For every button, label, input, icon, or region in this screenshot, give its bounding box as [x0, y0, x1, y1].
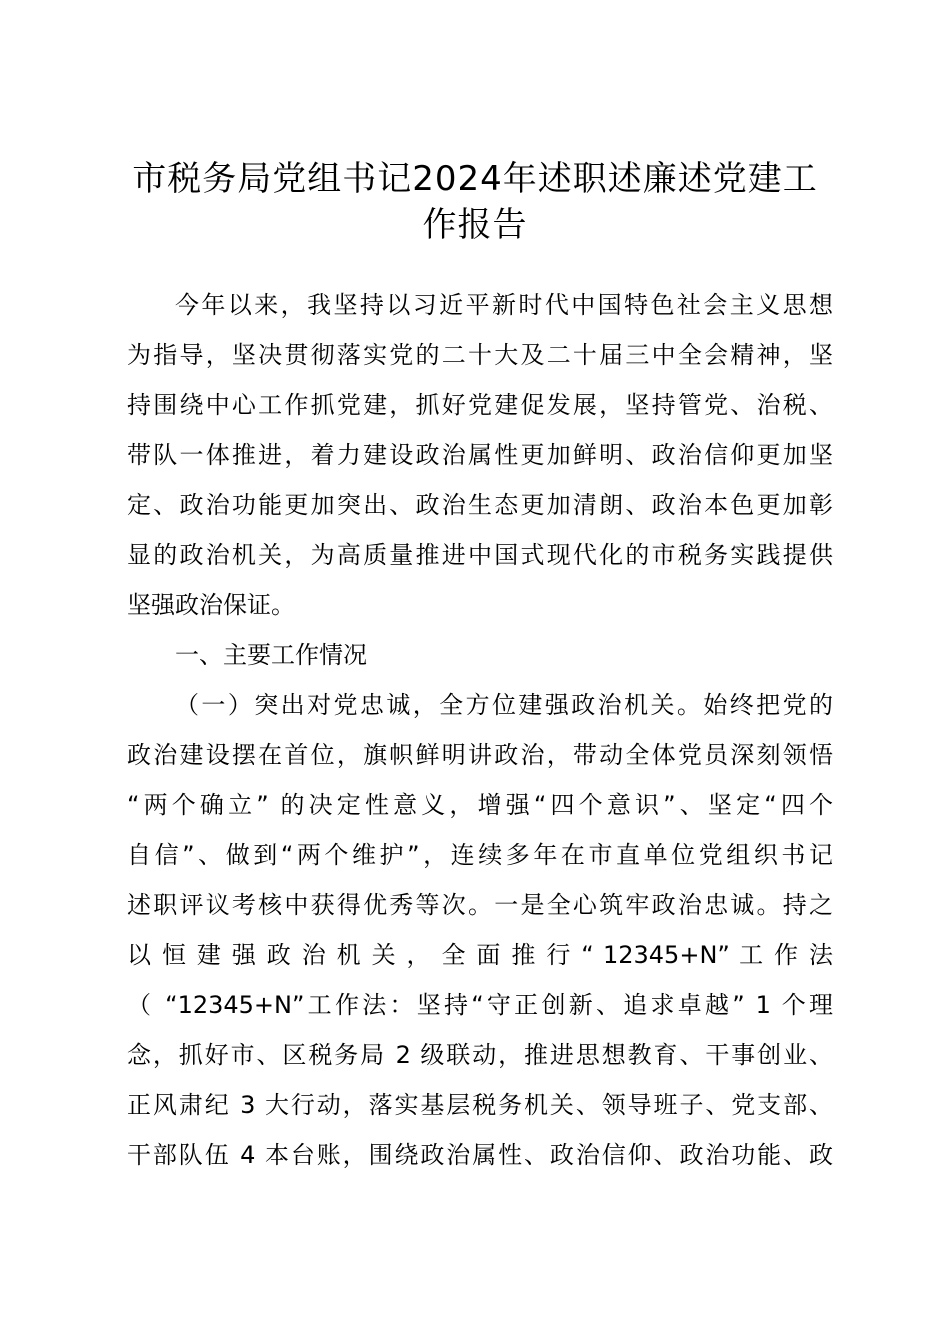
paragraph-line: 政治建设摆在首位，旗帜鲜明讲政治，带动全体党员深刻领悟	[127, 741, 833, 769]
paragraph-line: 坚强政治保证。	[127, 591, 295, 619]
paragraph-line: 定、政治功能更加突出、政治生态更加清朗、政治本色更加彰	[127, 491, 833, 519]
paragraph-line: “两个确立” 的决定性意义，增强“四个意识”、坚定“四个	[127, 791, 833, 819]
document-title	[120, 156, 830, 248]
section-heading: 一、主要工作情况	[175, 641, 367, 669]
paragraph-line: 带队一体推进，着力建设政治属性更加鲜明、政治信仰更加坚	[127, 441, 833, 469]
paragraph-line: （一）突出对党忠诚，全方位建强政治机关。始终把党的	[175, 691, 833, 719]
paragraph-line: 显的政治机关，为高质量推进中国式现代化的市税务实践提供	[127, 541, 833, 569]
paragraph-line: （ “12345+N”工作法：坚持“守正创新、追求卓越” 1 个理	[127, 991, 833, 1019]
paragraph-line: 今年以来，我坚持以习近平新时代中国特色社会主义思想	[175, 291, 833, 319]
title-line-2: 作报告	[422, 205, 528, 245]
document-body	[127, 280, 833, 1180]
paragraph-line: 干部队伍 4 本台账，围绕政治属性、政治信仰、政治功能、政	[127, 1141, 833, 1169]
paragraph-line: 以 恒 建 强 政 治 机 关 ， 全 面 推 行 “ 12345+N” 工 作 法	[127, 941, 833, 969]
paragraph-line: 持围绕中心工作抓党建，抓好党建促发展，坚持管党、治税、	[127, 391, 833, 419]
paragraph-line: 为指导，坚决贯彻落实党的二十大及二十届三中全会精神，坚	[127, 341, 833, 369]
paragraph-line: 自信”、做到“两个维护”，连续多年在市直单位党组织书记	[127, 841, 833, 869]
paragraph-line: 念，抓好市、区税务局 2 级联动，推进思想教育、干事创业、	[127, 1041, 833, 1069]
title-line-1: 市税务局党组书记2024年述职述廉述党建工	[132, 159, 818, 199]
paragraph-line: 正风肃纪 3 大行动，落实基层税务机关、领导班子、党支部、	[127, 1091, 833, 1119]
paragraph-line: 述职评议考核中获得优秀等次。一是全心筑牢政治忠诚。持之	[127, 891, 833, 919]
